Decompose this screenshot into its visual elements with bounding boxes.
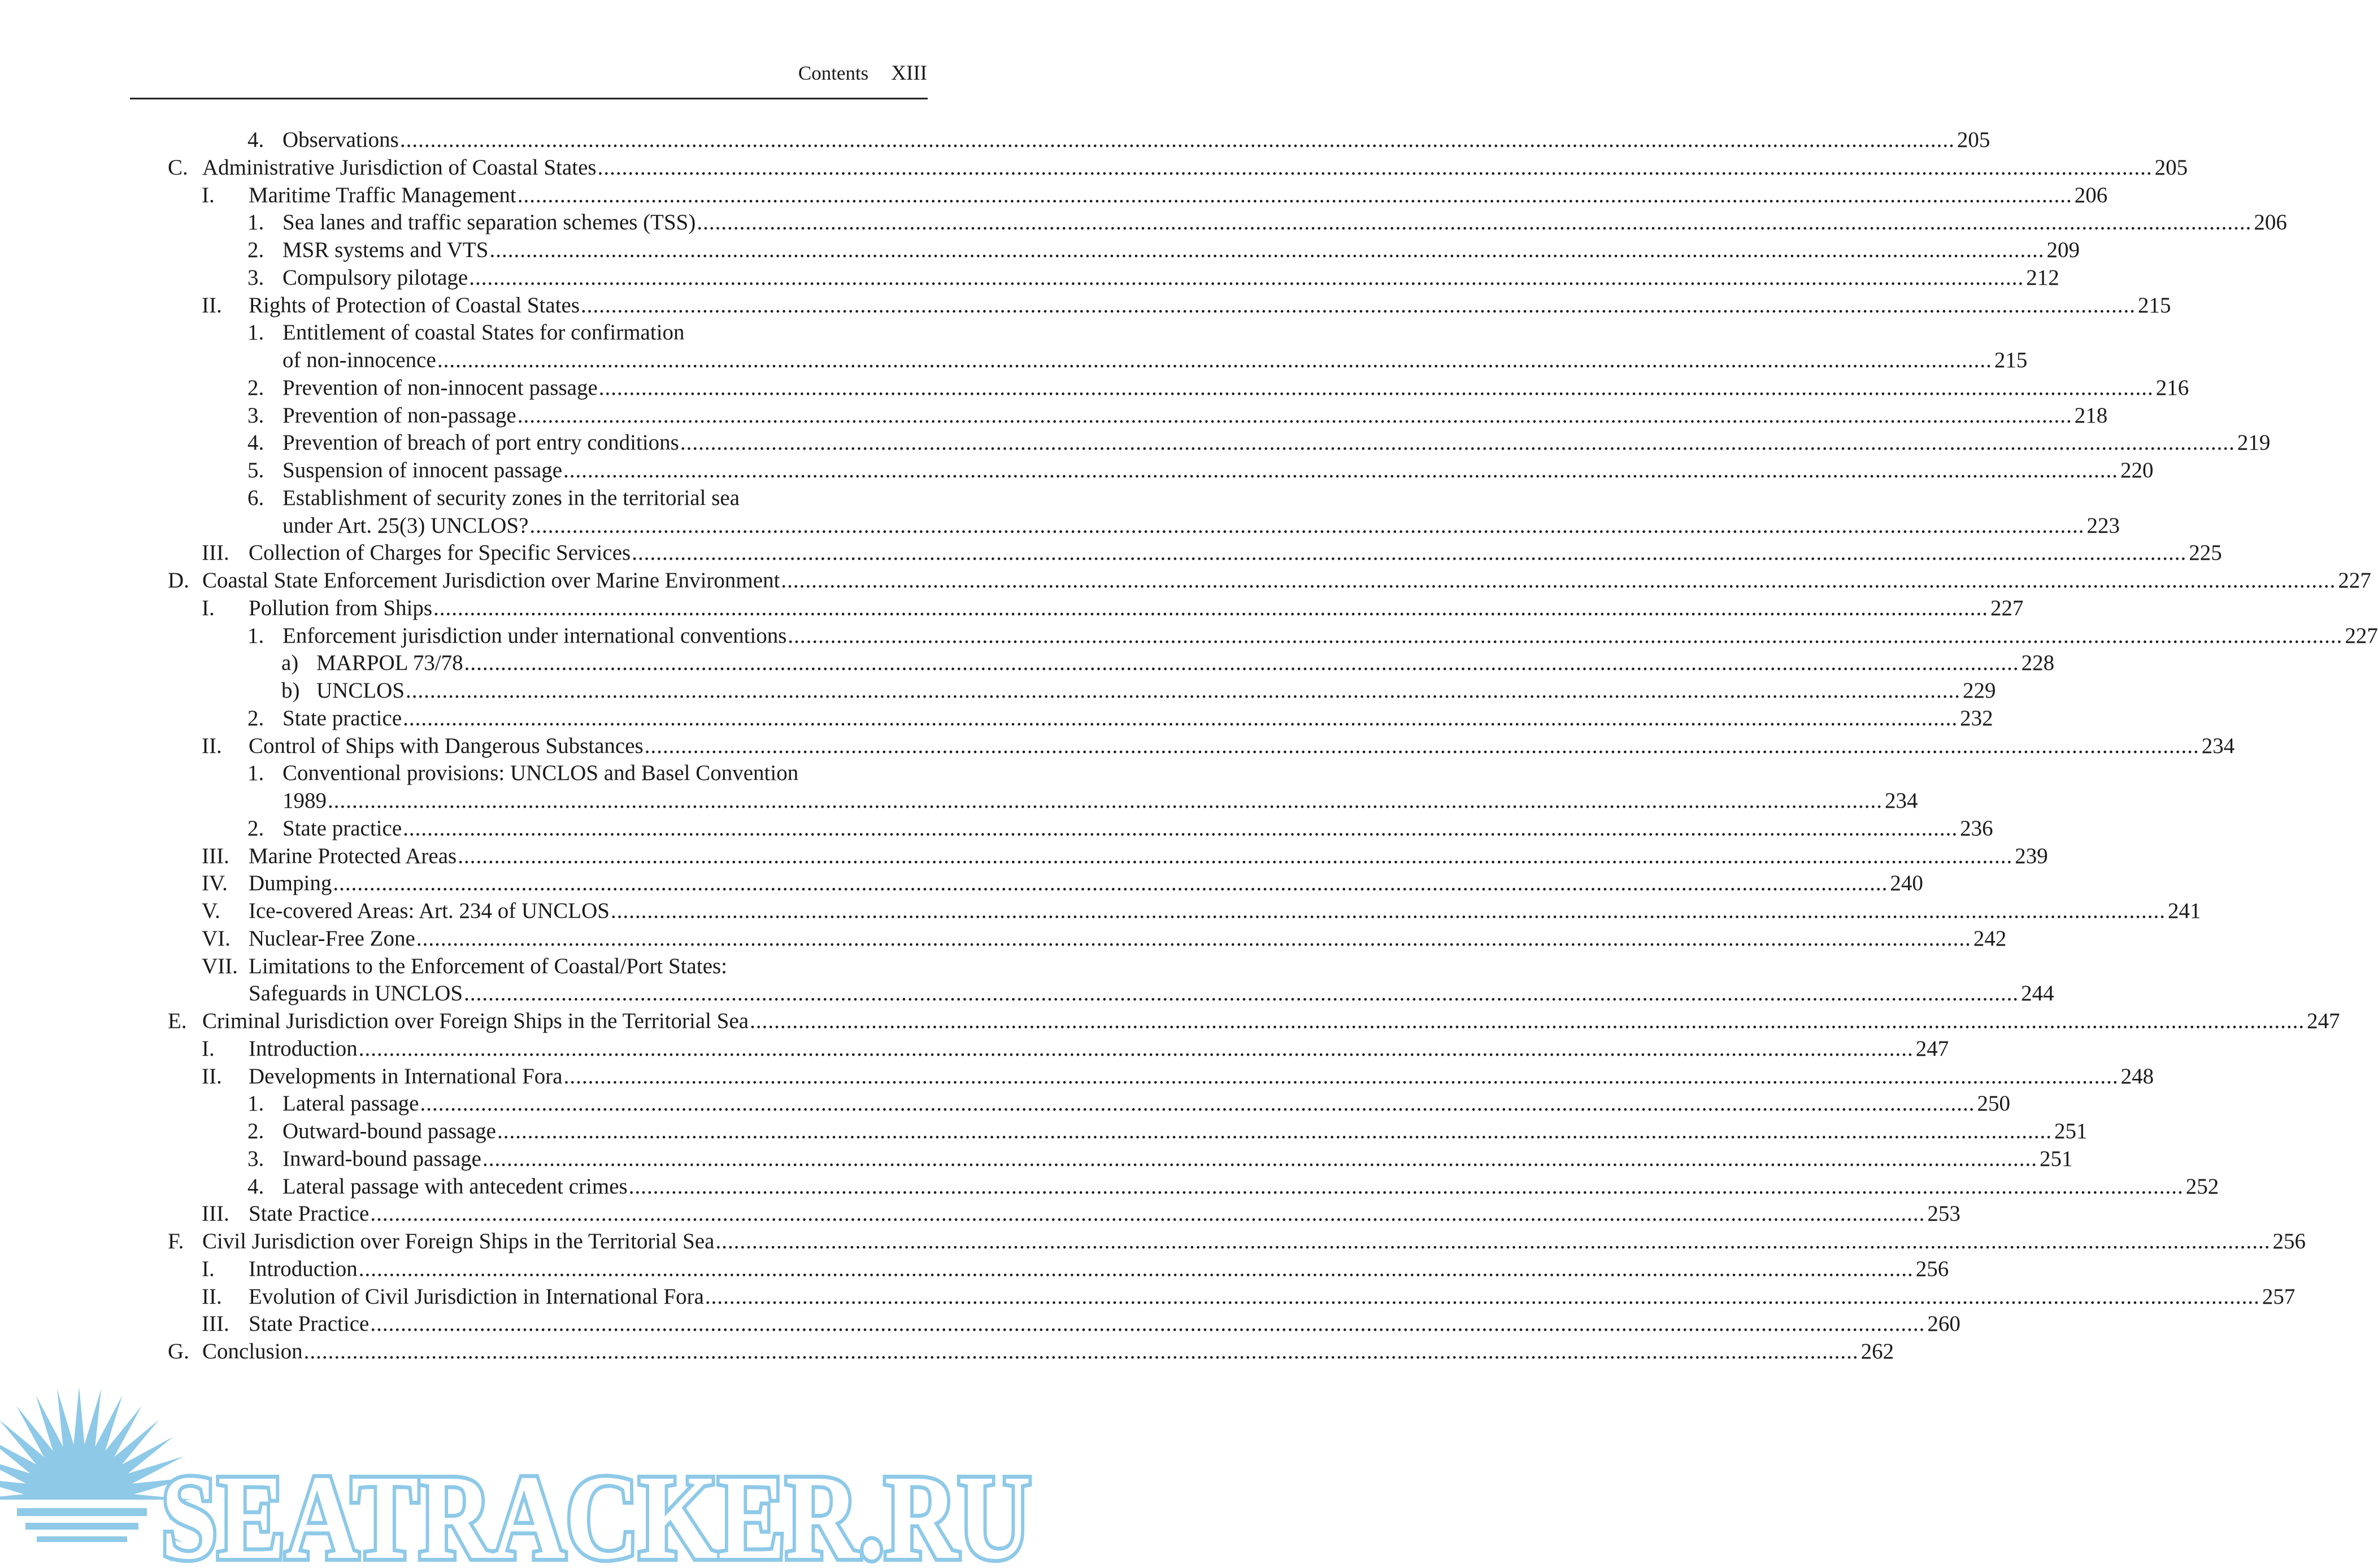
toc-entry-page: 227 bbox=[2345, 623, 2378, 648]
toc-entry-page: 219 bbox=[2237, 430, 2271, 455]
toc-entry-page: 212 bbox=[2026, 265, 2059, 290]
toc-entry-page: 252 bbox=[2185, 1174, 2219, 1199]
toc-entry[interactable] bbox=[0, 1310, 1960, 1338]
dot-leader bbox=[359, 1256, 1914, 1283]
toc-entry-label: IV. bbox=[202, 871, 228, 896]
toc-entry-title: Marine Protected Areas bbox=[249, 843, 457, 868]
toc-entry[interactable] bbox=[0, 264, 2059, 292]
header-page-number: XIII bbox=[891, 62, 927, 85]
toc-entry-label: F. bbox=[168, 1229, 184, 1253]
toc-entry-label: 2. bbox=[247, 1119, 264, 1143]
dot-leader bbox=[482, 1145, 2037, 1173]
toc-entry-title: Suspension of innocent passage bbox=[282, 458, 563, 482]
toc-entry-page: 225 bbox=[2189, 541, 2222, 565]
toc-entry-page: 262 bbox=[1860, 1339, 1894, 1364]
watermark-logo bbox=[0, 1378, 1034, 1568]
toc-entry-page: 257 bbox=[2262, 1284, 2296, 1309]
toc-entry-label: 3. bbox=[247, 403, 264, 428]
toc-entry-page: 241 bbox=[2168, 899, 2201, 923]
toc-entry-title: Sea lanes and traffic separation schemes (TSS) bbox=[282, 210, 696, 235]
toc-entry-label: D. bbox=[168, 568, 189, 593]
toc-entry[interactable] bbox=[0, 402, 2108, 430]
toc-entry-title: Evolution of Civil Jurisdiction in International Fora bbox=[249, 1284, 704, 1309]
toc-entry-title: State practice bbox=[282, 816, 402, 840]
toc-entry[interactable] bbox=[0, 374, 2189, 402]
toc-entry-page: 251 bbox=[2054, 1119, 2088, 1143]
toc-entry-page: 216 bbox=[2155, 375, 2189, 400]
toc-entry[interactable] bbox=[0, 870, 1923, 898]
toc-entry-label: 2. bbox=[247, 375, 264, 400]
toc-entry-label: I. bbox=[202, 1256, 215, 1281]
toc-entry-title: Administrative Jurisdiction of Coastal States bbox=[202, 155, 597, 180]
toc-entry[interactable] bbox=[0, 650, 2055, 677]
toc-entry-label: 3. bbox=[247, 265, 264, 290]
toc-entry-page: 228 bbox=[2021, 651, 2055, 676]
dot-leader bbox=[464, 980, 2019, 1008]
toc-entry[interactable] bbox=[0, 1008, 2340, 1035]
toc-entry-page: 248 bbox=[2120, 1064, 2154, 1088]
toc-entry-page: 256 bbox=[2272, 1229, 2306, 1253]
toc-entry-page: 205 bbox=[1957, 128, 1990, 152]
toc-entry[interactable] bbox=[0, 182, 2108, 210]
toc-entry-page: 215 bbox=[1994, 348, 2028, 372]
toc-entry[interactable] bbox=[0, 1035, 1949, 1063]
toc-entry-label: 4. bbox=[247, 128, 264, 152]
toc-entry-title: Compulsory pilotage bbox=[282, 265, 468, 290]
toc-entry-label: 5. bbox=[247, 458, 264, 482]
toc-entry[interactable] bbox=[0, 1338, 1894, 1366]
toc-entry[interactable] bbox=[0, 925, 2007, 953]
toc-entry-label: III. bbox=[202, 1312, 229, 1336]
toc-entry[interactable] bbox=[0, 1145, 2073, 1173]
dot-leader bbox=[529, 512, 2084, 540]
dot-leader bbox=[611, 898, 2166, 925]
toc-entry[interactable] bbox=[0, 237, 2080, 264]
toc-entry[interactable] bbox=[0, 567, 2371, 595]
dot-leader bbox=[497, 1118, 2052, 1145]
toc-entry-label: C. bbox=[168, 155, 188, 180]
toc-entry-page: 220 bbox=[2120, 458, 2154, 482]
toc-entry-title: State practice bbox=[282, 705, 402, 730]
toc-entry-label: E. bbox=[168, 1009, 187, 1033]
toc-entry-title: Introduction bbox=[249, 1256, 358, 1281]
toc-entry-label: V. bbox=[202, 899, 220, 923]
toc-entry-label: 2. bbox=[247, 705, 264, 730]
toc-entry-page: 240 bbox=[1890, 871, 1923, 896]
toc-entry[interactable] bbox=[0, 1118, 2088, 1145]
toc-entry-page: 236 bbox=[1960, 816, 1993, 840]
toc-entry-page: 247 bbox=[2307, 1009, 2340, 1033]
toc-entry-label: 1. bbox=[247, 623, 264, 648]
toc-entry-label: I. bbox=[202, 182, 215, 207]
toc-entry-page: 215 bbox=[2138, 293, 2171, 317]
toc-entry[interactable] bbox=[0, 953, 2054, 1008]
toc-entry-title: of non-innocence bbox=[282, 348, 436, 372]
toc-entry-page: 260 bbox=[1927, 1312, 1960, 1336]
toc-entry-title: Rights of Protection of Coastal States bbox=[249, 293, 580, 317]
toc-entry[interactable] bbox=[0, 1173, 2219, 1201]
toc-entry[interactable] bbox=[0, 209, 2287, 237]
toc-entry[interactable] bbox=[0, 1063, 2154, 1091]
toc-entry[interactable] bbox=[0, 677, 1996, 705]
toc-entry-page: 227 bbox=[2338, 568, 2371, 593]
dot-leader bbox=[433, 595, 1988, 622]
toc-entry-page: 251 bbox=[2039, 1146, 2073, 1171]
toc-entry-page: 209 bbox=[2046, 238, 2080, 262]
dot-leader bbox=[458, 843, 2012, 870]
toc-entry[interactable] bbox=[0, 127, 1990, 154]
toc-entry-page: 250 bbox=[1977, 1091, 2010, 1116]
toc-entry-title: Collection of Charges for Specific Services bbox=[249, 541, 631, 565]
toc-entry-title: Maritime Traffic Management bbox=[249, 182, 516, 207]
toc-entry-title-line: Establishment of security zones in the territorial sea bbox=[282, 485, 740, 510]
dot-leader bbox=[403, 815, 1958, 843]
toc-entry-page: 223 bbox=[2086, 513, 2120, 538]
dot-leader bbox=[781, 567, 2336, 595]
toc-entry-label: 1. bbox=[247, 320, 264, 345]
toc-entry-label: b) bbox=[281, 678, 300, 703]
dot-leader bbox=[599, 374, 2154, 402]
toc-entry-label: III. bbox=[202, 541, 229, 565]
toc-entry-title: Prevention of breach of port entry conditions bbox=[282, 430, 679, 455]
toc-entry[interactable] bbox=[0, 1256, 1949, 1283]
dot-leader bbox=[632, 539, 2186, 567]
toc-entry-label: I. bbox=[202, 1036, 215, 1061]
dot-leader bbox=[370, 1200, 1925, 1228]
toc-entry[interactable] bbox=[0, 815, 1993, 843]
toc-entry-label: 2. bbox=[247, 816, 264, 840]
dot-leader bbox=[697, 209, 2251, 237]
dot-leader bbox=[581, 292, 2136, 320]
dot-leader bbox=[469, 264, 2024, 292]
toc-entry[interactable] bbox=[0, 1090, 2010, 1118]
toc-entry-title: under Art. 25(3) UNCLOS? bbox=[282, 513, 529, 538]
toc-entry-label: II. bbox=[202, 1284, 222, 1309]
toc-entry[interactable] bbox=[0, 733, 2235, 760]
toc-entry[interactable] bbox=[0, 319, 2028, 374]
toc-entry-title-line: Conventional provisions: UNCLOS and Basel Convention bbox=[282, 761, 799, 786]
dot-leader bbox=[464, 650, 2019, 677]
toc-entry-page: 234 bbox=[1885, 789, 1918, 813]
dot-leader bbox=[564, 1063, 2119, 1091]
toc-entry-label: 6. bbox=[247, 485, 264, 510]
toc-entry-title: Conclusion bbox=[202, 1339, 303, 1364]
dot-leader bbox=[420, 1090, 1975, 1118]
header-section-title: Contents bbox=[798, 62, 869, 84]
toc-entry-label: 1. bbox=[247, 1091, 264, 1116]
toc-entry-title: Observations bbox=[282, 128, 399, 152]
toc-entry-label: 4. bbox=[247, 1174, 264, 1199]
dot-leader bbox=[788, 622, 2342, 650]
dot-leader bbox=[518, 402, 2072, 430]
dot-leader bbox=[370, 1310, 1925, 1338]
running-header bbox=[130, 61, 927, 89]
toc-entry-label: a) bbox=[281, 651, 299, 676]
toc-entry[interactable] bbox=[0, 898, 2201, 925]
toc-entry-title: State Practice bbox=[249, 1201, 369, 1226]
dot-leader bbox=[518, 182, 2072, 210]
toc-entry-title: Ice-covered Areas: Art. 234 of UNCLOS bbox=[249, 899, 610, 923]
toc-entry-title: Control of Ships with Dangerous Substances bbox=[249, 733, 644, 758]
toc-entry-title: Prevention of non-innocent passage bbox=[282, 375, 598, 400]
toc-entry-title: Prevention of non-passage bbox=[282, 403, 516, 428]
toc-entry-title: Introduction bbox=[249, 1036, 358, 1061]
toc-entry-title-line: Limitations to the Enforcement of Coastal/Port States: bbox=[249, 953, 728, 978]
dot-leader bbox=[333, 870, 1888, 898]
toc-entry-label: III. bbox=[202, 1201, 229, 1226]
toc-entry-label: 3. bbox=[247, 1146, 264, 1171]
toc-entry-title: Coastal State Enforcement Jurisdiction over Marine Environment bbox=[202, 568, 780, 593]
toc-entry-label: VII. bbox=[202, 953, 238, 978]
dot-leader bbox=[750, 1008, 2305, 1035]
toc-entry-page: 242 bbox=[1973, 926, 2007, 951]
dot-leader bbox=[359, 1035, 1914, 1063]
toc-entry-page: 244 bbox=[2021, 981, 2054, 1006]
toc-entry[interactable] bbox=[0, 485, 2120, 540]
toc-entry-title: Civil Jurisdiction over Foreign Ships in the Territorial Sea bbox=[202, 1229, 715, 1253]
toc-entry-title: Criminal Jurisdiction over Foreign Ships in the Territorial Sea bbox=[202, 1009, 749, 1033]
toc-entry-label: III. bbox=[202, 843, 229, 868]
toc-entry[interactable] bbox=[0, 1228, 2306, 1256]
toc-entry-title: Outward-bound passage bbox=[282, 1119, 496, 1143]
toc-entry-page: 239 bbox=[2015, 843, 2048, 868]
dot-leader bbox=[489, 237, 2044, 264]
dot-leader bbox=[705, 1283, 2260, 1311]
toc-entry-label: I. bbox=[202, 595, 215, 620]
toc-entry-title: Lateral passage with antecedent crimes bbox=[282, 1174, 628, 1199]
toc-entry-label: 1. bbox=[247, 761, 264, 786]
toc-entry[interactable] bbox=[0, 539, 2222, 567]
header-text bbox=[798, 61, 927, 85]
toc-entry[interactable] bbox=[0, 429, 2271, 457]
dot-leader bbox=[598, 154, 2153, 182]
toc-entry-page: 206 bbox=[2074, 182, 2108, 207]
toc-entry-page: 247 bbox=[1915, 1036, 1949, 1061]
dot-leader bbox=[304, 1338, 1859, 1366]
toc-entry-title: MSR systems and VTS bbox=[282, 238, 489, 262]
toc-entry-page: 256 bbox=[1915, 1256, 1949, 1281]
toc-entry[interactable] bbox=[0, 705, 1993, 733]
toc-entry-page: 227 bbox=[1990, 595, 2024, 620]
toc-entry[interactable] bbox=[0, 154, 2188, 182]
dot-leader bbox=[645, 733, 2199, 760]
toc-entry-page: 205 bbox=[2154, 155, 2188, 180]
toc-entry-title: Dumping bbox=[249, 871, 332, 896]
toc-entry-title: Enforcement jurisdiction under international conventions bbox=[282, 623, 787, 648]
toc-entry[interactable] bbox=[0, 843, 2048, 870]
toc-entry-label: II. bbox=[202, 733, 222, 758]
toc-entry-title: Inward-bound passage bbox=[282, 1146, 481, 1171]
toc-entry-label: II. bbox=[202, 293, 222, 317]
toc-entry[interactable] bbox=[0, 1200, 1960, 1228]
toc-entry-label: 2. bbox=[247, 238, 264, 262]
dot-leader bbox=[437, 347, 1992, 374]
header-rule bbox=[130, 98, 928, 99]
dot-leader bbox=[328, 787, 1883, 815]
toc-entry-page: 234 bbox=[2201, 733, 2235, 758]
toc-entry-title: Developments in International Fora bbox=[249, 1064, 563, 1088]
toc-entry-page: 229 bbox=[1963, 678, 1996, 703]
watermark-text: SEATRACKER.RU bbox=[161, 1451, 1031, 1568]
toc-entry-title: UNCLOS bbox=[316, 678, 405, 703]
dot-leader bbox=[403, 705, 1958, 733]
toc-entry-title: Nuclear-Free Zone bbox=[249, 926, 415, 951]
toc-entry[interactable] bbox=[0, 760, 1918, 815]
toc-entry[interactable] bbox=[0, 622, 2378, 650]
dot-leader bbox=[629, 1173, 2184, 1201]
toc-entry-label: 1. bbox=[247, 210, 264, 235]
toc-entry-page: 253 bbox=[1927, 1201, 1960, 1226]
dot-leader bbox=[680, 429, 2235, 457]
toc-entry-label: G. bbox=[168, 1339, 189, 1364]
dot-leader bbox=[715, 1228, 2270, 1256]
toc-entry-title: MARPOL 73/78 bbox=[316, 651, 463, 676]
toc-entry[interactable] bbox=[0, 1283, 2296, 1311]
toc-entry-page: 232 bbox=[1960, 705, 1993, 730]
table-of-contents bbox=[0, 127, 2378, 1366]
toc-entry-page: 218 bbox=[2074, 403, 2108, 428]
toc-entry-label: VI. bbox=[202, 926, 231, 951]
toc-entry-label: 4. bbox=[247, 430, 264, 455]
toc-entry[interactable] bbox=[0, 457, 2154, 485]
toc-entry-title: Safeguards in UNCLOS bbox=[249, 981, 463, 1006]
toc-entry-title-line: Entitlement of coastal States for confirmation bbox=[282, 320, 685, 345]
toc-entry[interactable] bbox=[0, 292, 2171, 320]
toc-entry-title: 1989 bbox=[282, 789, 327, 813]
dot-leader bbox=[406, 677, 1960, 705]
toc-entry-page: 206 bbox=[2254, 210, 2287, 235]
dot-leader bbox=[416, 925, 1971, 953]
toc-entry-label: II. bbox=[202, 1064, 222, 1088]
dot-leader bbox=[400, 127, 1955, 154]
toc-entry-title: Pollution from Ships bbox=[249, 595, 433, 620]
toc-entry[interactable] bbox=[0, 595, 2024, 622]
toc-entry-title: State Practice bbox=[249, 1312, 369, 1336]
toc-entry-title: Lateral passage bbox=[282, 1091, 419, 1116]
dot-leader bbox=[563, 457, 2118, 485]
